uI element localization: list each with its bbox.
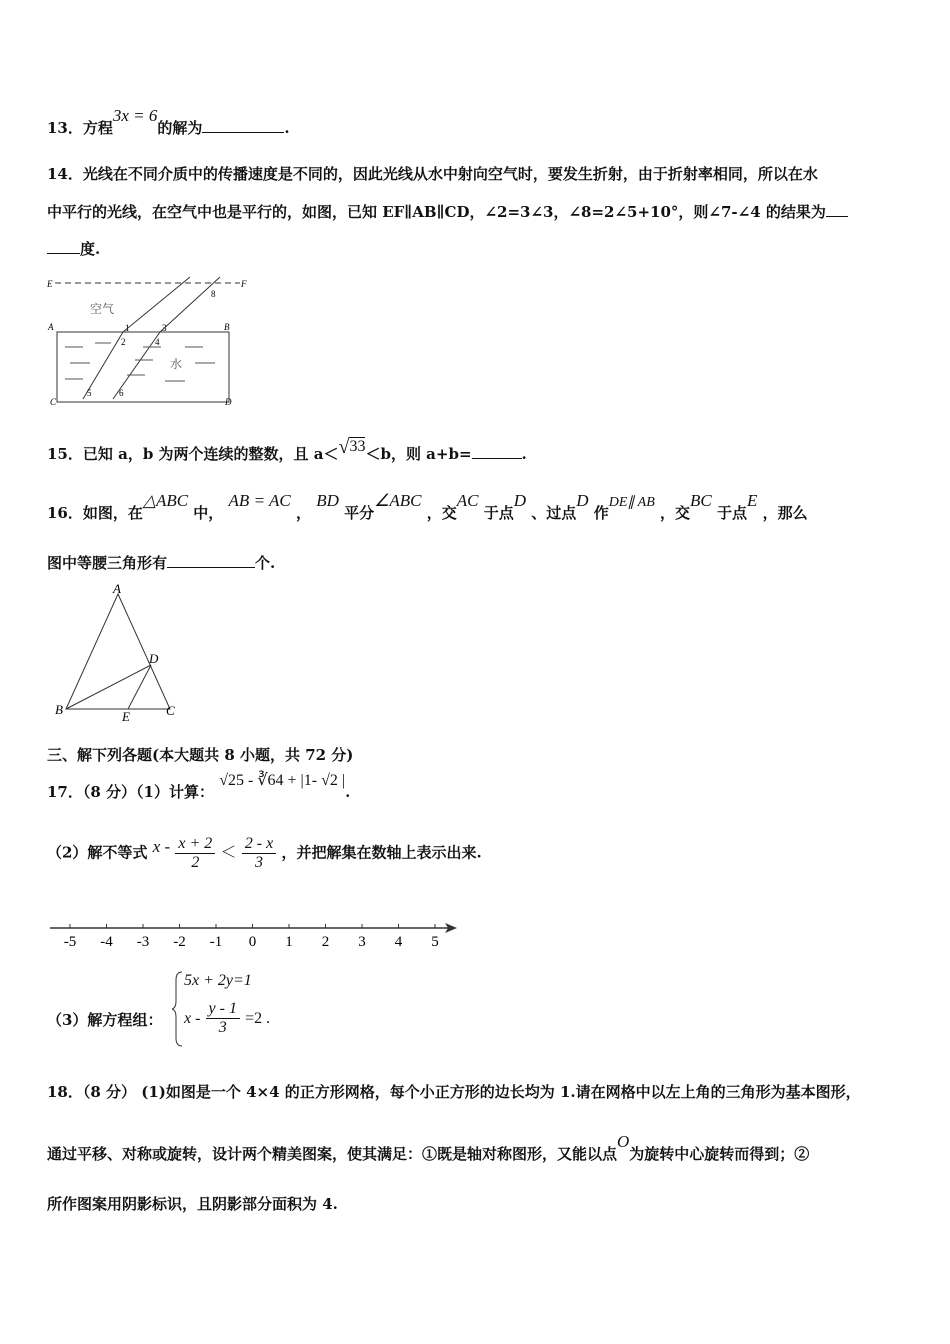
q13-label: 13．方程 (47, 119, 113, 137)
q18-t: 为旋转中心旋转而得到；② (629, 1145, 810, 1163)
tick-label: -1 (209, 934, 223, 950)
q13-end: . (284, 119, 290, 137)
q16-t: 16．如图，在 (47, 504, 143, 522)
q16-m: BD (316, 491, 339, 510)
fraction-2 (242, 835, 276, 872)
q17-line2 (47, 835, 482, 872)
q16-t: 于点 (717, 504, 748, 522)
q16-t: 图中等腰三角形有 (47, 554, 168, 572)
system-eq1: 5x + 2y=1 (184, 972, 252, 989)
q16-t: ，交 (426, 504, 457, 522)
brace-icon (172, 972, 182, 1046)
triangle-figure (52, 582, 187, 722)
frac-den: 2 (191, 854, 200, 871)
q18-line1: 18．（8 分） (1)如图是一个 4×4 的正方形网格，每个小正方形的边长均为 1.请在网格中以左上角的三角形为基本图形， (47, 1083, 861, 1101)
label-air: 空气 (90, 302, 115, 316)
water-dashes (65, 343, 215, 381)
q17-t: ，并把解集在数轴上表示出来. (281, 843, 482, 862)
angle-8: 8 (211, 289, 216, 299)
tick-label: 4 (394, 934, 403, 950)
point-O: O (617, 1132, 630, 1151)
fraction-1 (175, 835, 215, 872)
q17-expression: √25 - ∛64 + |1- √2 | (219, 772, 346, 789)
q16-line1 (47, 491, 808, 523)
tick-label: 3 (358, 934, 366, 950)
q13-line (47, 106, 290, 138)
ray1-air (123, 277, 190, 332)
tick-label: -2 (173, 934, 186, 950)
q18-line2 (47, 1132, 810, 1164)
q18-t: 通过平移、对称或旋转，设计两个精美图案，使其满足：①既是轴对称图形，又能以点 (47, 1145, 618, 1163)
q16-t: 平分 (344, 504, 375, 522)
number-line (45, 915, 465, 955)
q17-lt: ＜ (220, 844, 237, 862)
q16-m: AB = AC (228, 491, 291, 510)
q14-line1: 14．光线在不同介质中的传播速度是不同的，因此光线从水中射向空气时，要发生折射，由于折射率相同，所以在水 (47, 165, 818, 183)
q15-radicand: 33 (349, 438, 366, 455)
q17-line1 (47, 772, 351, 802)
angle-1: 1 (125, 323, 130, 333)
refraction-figure (45, 275, 250, 410)
frac-den: 3 (218, 1019, 227, 1036)
frac-den: 3 (255, 854, 263, 871)
q16-t: ，交 (660, 504, 691, 522)
q16-m: △ABC (142, 491, 189, 510)
label-A: A (113, 582, 121, 596)
q15-text2: ＜b，则 a+b= (365, 445, 472, 463)
angle-3: 3 (162, 323, 167, 333)
label-B: B (55, 702, 63, 717)
q16-m: D (513, 491, 526, 510)
angle-5: 5 (87, 388, 92, 398)
angle-6: 6 (119, 388, 124, 398)
segment-bd (66, 665, 151, 709)
label-C: C (50, 397, 57, 407)
eq2-x: x - (184, 1010, 201, 1027)
q14-unit: 度. (80, 240, 101, 258)
q17-t: （2）解不等式 (47, 843, 148, 862)
frac-num: 2 - x (242, 835, 276, 854)
q17-t: （3）解方程组： (47, 1011, 163, 1029)
label-E: E (122, 709, 130, 722)
q18-line3: 所作图案用阴影标识，且阴影部分面积为 4. (47, 1195, 338, 1213)
q16-answer-blank (167, 553, 255, 568)
q16-m: AC (456, 491, 479, 510)
tick-label: 5 (431, 934, 439, 950)
section-heading: 三、解下列各题(本大题共 8 小题，共 72 分) (47, 746, 354, 764)
eq2-rhs: =2 . (245, 1010, 271, 1027)
q16-line2 (47, 552, 275, 573)
q15-answer-blank (472, 444, 522, 459)
angle-2: 2 (121, 337, 126, 347)
label-A: A (48, 322, 54, 332)
tick-label: -5 (63, 934, 77, 950)
tick-label: 2 (321, 934, 330, 950)
system-eq2 (184, 1000, 270, 1037)
label-D: D (225, 397, 232, 407)
tick-label: -4 (100, 934, 113, 950)
segment-de (128, 665, 151, 709)
label-B: B (224, 322, 230, 332)
q14-line2 (47, 201, 848, 222)
q16-m: ∠ABC (374, 491, 422, 510)
water-box (57, 332, 229, 402)
q15-end: . (521, 445, 527, 463)
q17-x: x - (152, 836, 171, 856)
tick-label: 1 (285, 934, 293, 950)
tick-label: 0 (248, 934, 257, 950)
q16-t: 、过点 (531, 504, 577, 522)
q15-line: 15．已知 a，b 为两个连续的整数，且 a＜√33＜b，则 a+b= . (47, 436, 527, 463)
q16-m: DE∥ AB (608, 495, 655, 510)
frac-num: x + 2 (175, 835, 215, 854)
frac-num: y - 1 (206, 1000, 240, 1019)
q13-equation: 3x = 6 (112, 106, 158, 125)
label-F: F (241, 279, 247, 289)
q16-m: BC (690, 491, 712, 510)
label-C: C (166, 703, 175, 718)
q15-text: 15．已知 a，b 为两个连续的整数，且 a＜ (47, 445, 339, 463)
q16-t: 个. (255, 554, 276, 572)
q16-t: ，那么 (762, 504, 808, 522)
label-D: D (149, 651, 159, 666)
q17-t: . (345, 783, 351, 801)
q16-t: 于点 (483, 504, 514, 522)
tick-label: -3 (136, 934, 150, 950)
q16-t: ， (295, 504, 311, 522)
q13-text: 的解为 (157, 119, 203, 137)
q16-t: 中， (193, 504, 224, 522)
label-water: 水 (170, 357, 183, 371)
q16-t: 作 (593, 504, 609, 522)
ray2-air (160, 277, 220, 332)
q14-blank-b (47, 239, 80, 254)
q17-line3 (47, 1009, 162, 1030)
q16-m: D (576, 491, 589, 510)
angle-4: 4 (155, 337, 160, 347)
q14-blank-a (826, 202, 848, 217)
q14-line3 (47, 238, 100, 259)
q16-m: E (747, 491, 758, 510)
q14-line2-text: 中平行的光线，在空气中也是平行的，如图，已知 EF∥AB∥CD，∠2=3∠3，∠8=2∠5+10°，则∠7-∠4 的结果为 (47, 203, 826, 221)
label-E: E (47, 279, 53, 289)
fraction-3 (206, 1000, 240, 1037)
q13-answer-blank (202, 118, 284, 133)
q17-t: 17．（8 分）（1）计算： (47, 783, 214, 801)
